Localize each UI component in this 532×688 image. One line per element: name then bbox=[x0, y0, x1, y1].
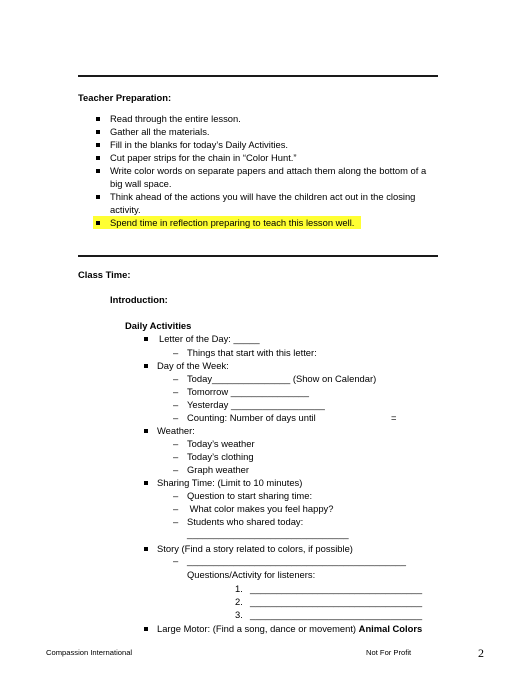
weather-item: Today’s weather bbox=[187, 438, 255, 449]
top-rule bbox=[78, 75, 438, 77]
dash-icon: – bbox=[173, 386, 179, 397]
bullet-icon bbox=[144, 547, 148, 551]
weather: Weather: bbox=[157, 425, 195, 436]
sharing-item: Students who shared today: bbox=[187, 516, 304, 527]
prep-item-highlighted: Spend time in reflection preparing to teach this lesson well. bbox=[110, 217, 355, 228]
question-blank: _________________________________ bbox=[250, 596, 423, 607]
introduction-heading: Introduction: bbox=[110, 294, 168, 305]
prep-item: Cut paper strips for the chain in “Color Hunt.” bbox=[110, 152, 297, 163]
dash-icon: – bbox=[173, 373, 179, 384]
bullet-icon bbox=[144, 627, 148, 631]
dash-icon: – bbox=[173, 451, 179, 462]
bullet-icon bbox=[144, 429, 148, 433]
footer-left: Compassion International bbox=[46, 648, 133, 657]
dash-icon: – bbox=[173, 490, 179, 501]
prep-item: Read through the entire lesson. bbox=[110, 113, 241, 124]
question-blank: _________________________________ bbox=[250, 609, 423, 620]
prep-item-cont: big wall space. bbox=[110, 178, 172, 189]
question-number: 3. bbox=[235, 609, 243, 620]
animal-colors: Animal Colors bbox=[358, 623, 423, 634]
today-line: Today_______________ (Show on Calendar) bbox=[187, 373, 377, 384]
page-number: 2 bbox=[478, 646, 484, 660]
bullet-icon bbox=[96, 117, 100, 121]
counting-equals: = bbox=[391, 412, 397, 423]
bullet-icon bbox=[144, 337, 148, 341]
weather-item: Graph weather bbox=[187, 464, 250, 475]
letter-sub: Things that start with this letter: bbox=[187, 347, 317, 358]
large-motor bbox=[157, 623, 422, 635]
prep-item: Think ahead of the actions you will have the children act out in the closing bbox=[110, 191, 416, 202]
question-number: 2. bbox=[235, 596, 243, 607]
daily-activities-heading: Daily Activities bbox=[125, 320, 192, 331]
prep-item: Gather all the materials. bbox=[110, 126, 210, 137]
question-blank: _________________________________ bbox=[250, 583, 423, 594]
dash-icon: – bbox=[173, 347, 179, 358]
dash-icon: – bbox=[173, 438, 179, 449]
weather-item: Today’s clothing bbox=[187, 451, 254, 462]
sharing-item: What color makes you feel happy? bbox=[187, 503, 334, 514]
prep-item: Write color words on separate papers and attach them along the bottom of a bbox=[110, 165, 427, 176]
questions-label: Questions/Activity for listeners: bbox=[187, 569, 316, 580]
bullet-icon bbox=[144, 364, 148, 368]
dash-icon: – bbox=[173, 555, 179, 566]
story: Story (Find a story related to colors, if possible) bbox=[157, 543, 353, 554]
counting-line: Counting: Number of days until bbox=[187, 412, 316, 423]
letter-of-day: Letter of the Day: _____ bbox=[159, 333, 260, 344]
tomorrow-line: Tomorrow _______________ bbox=[187, 386, 309, 397]
footer-center: Not For Profit bbox=[366, 648, 412, 657]
question-number: 1. bbox=[235, 583, 243, 594]
dash-icon: – bbox=[173, 412, 179, 423]
bullet-icon bbox=[96, 195, 100, 199]
sharing-item: Question to start sharing time: bbox=[187, 490, 313, 501]
bullet-icon bbox=[96, 130, 100, 134]
dash-icon: – bbox=[173, 503, 179, 514]
large-motor-text: Large Motor: (Find a song, dance or movement) bbox=[157, 623, 359, 634]
dash-icon: – bbox=[173, 399, 179, 410]
sharing-time: Sharing Time: (Limit to 10 minutes) bbox=[157, 477, 303, 488]
dash-icon: – bbox=[173, 464, 179, 475]
prep-item-cont: activity. bbox=[110, 204, 141, 215]
section-rule bbox=[78, 255, 438, 257]
bullet-icon bbox=[96, 221, 100, 225]
prep-item: Fill in the blanks for today’s Daily Activities. bbox=[110, 139, 289, 150]
story-blank: __________________________________________ bbox=[187, 555, 406, 566]
bullet-icon bbox=[144, 481, 148, 485]
bullet-icon bbox=[96, 143, 100, 147]
bullet-icon bbox=[96, 169, 100, 173]
day-of-week: Day of the Week: bbox=[157, 360, 229, 371]
dash-icon: – bbox=[173, 516, 179, 527]
bullet-icon bbox=[96, 156, 100, 160]
teacher-prep-heading: Teacher Preparation: bbox=[78, 92, 172, 103]
sharing-blank: _______________________________ bbox=[187, 528, 349, 539]
class-time-heading: Class Time: bbox=[78, 269, 131, 280]
yesterday-line: Yesterday __________________ bbox=[187, 399, 325, 410]
